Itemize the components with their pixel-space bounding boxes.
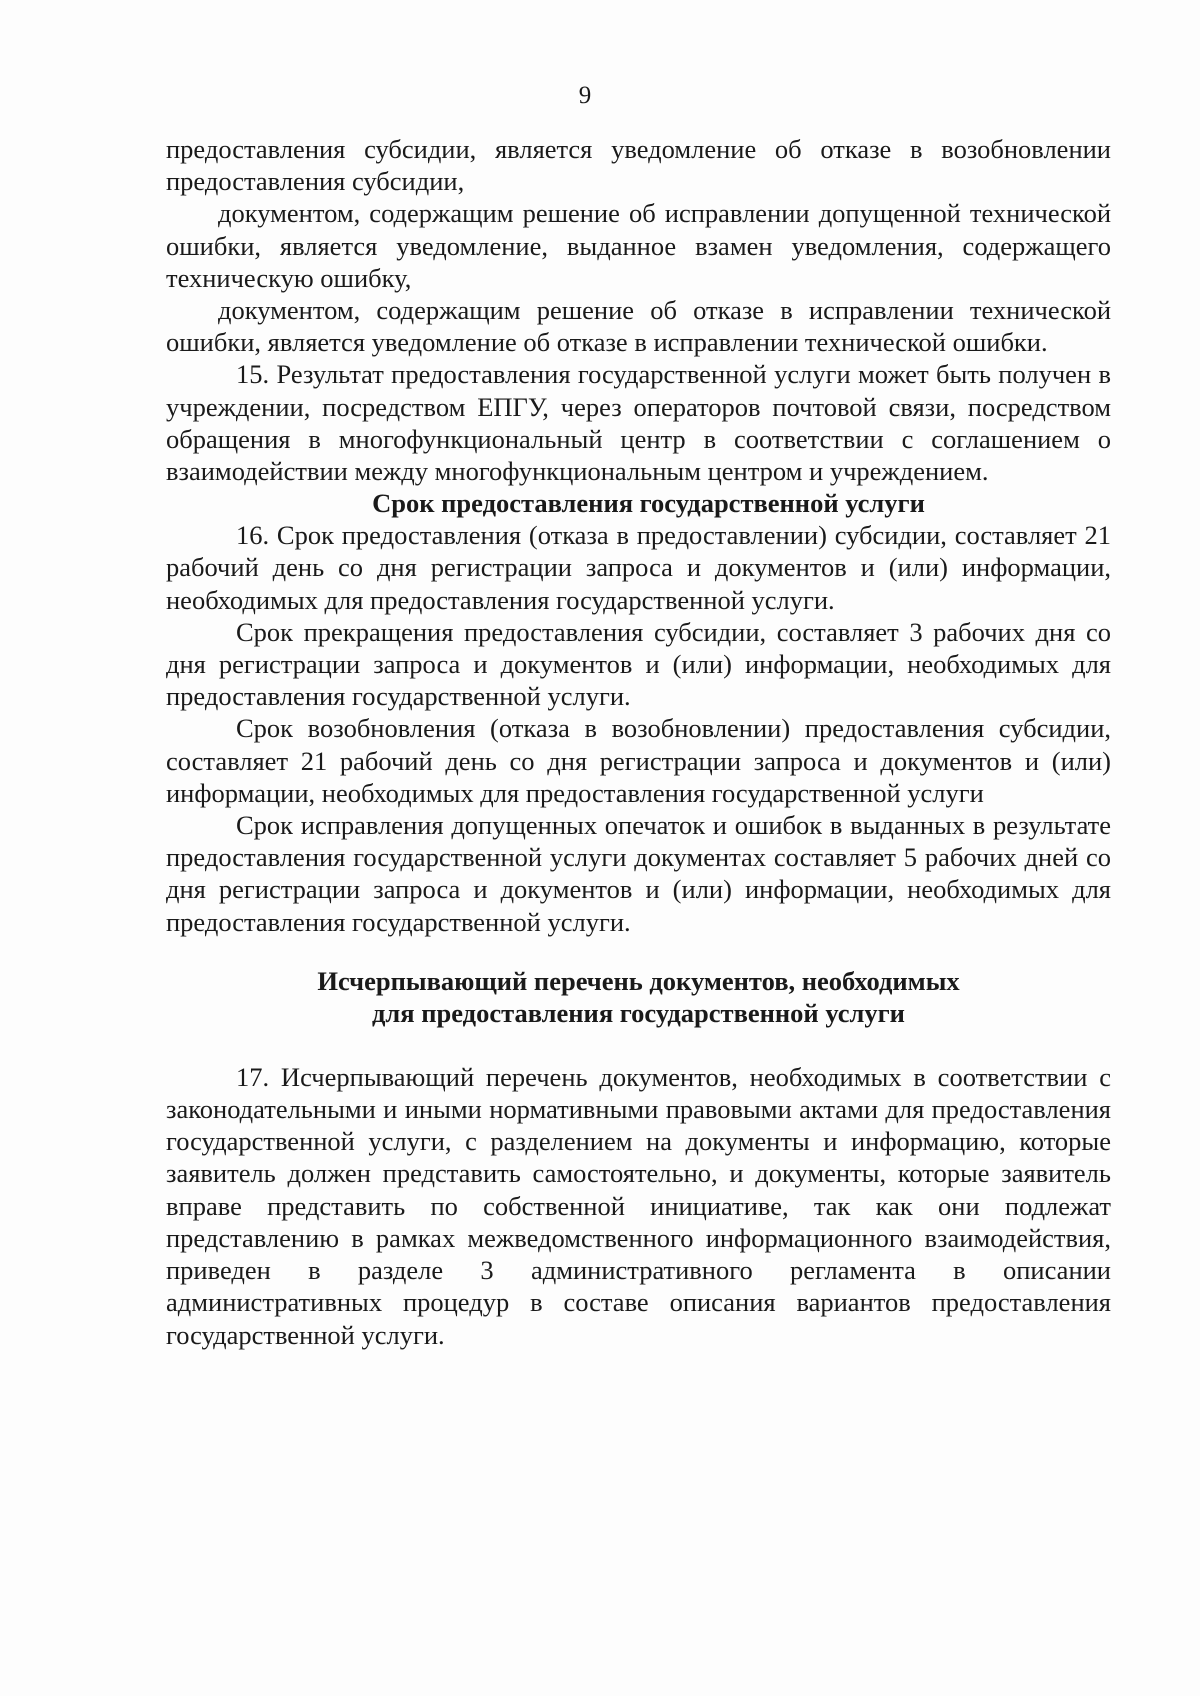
paragraph-17: 17. Исчерпывающий перечень документов, необходимых в соответствии с законодательными и иными нормативными правовыми актами для предоставления государственной услуги, с разделением на документы и информацию, которые заявитель должен представить самостоятельно, и документы, которые заявитель вправе представить по собственной инициативе, так как они подлежат представлению в рамках межведомственного информационного взаимодействия, приведен в разделе 3 административного регламента в описании административных процедур в составе описания вариантов предоставления государственной услуги. bbox=[166, 1061, 1111, 1350]
heading-line: Исчерпывающий перечень документов, необходимых bbox=[317, 965, 960, 996]
document-body bbox=[166, 133, 1111, 1351]
paragraph: документом, содержащим решение об исправлении допущенной технической ошибки, является уведомление, выданное взамен уведомления, содержащего техническую ошибку, bbox=[166, 198, 1111, 293]
paragraph: документом, содержащим решение об отказе в исправлении технической ошибки, является уведомление об отказе в исправлении технической ошибки. bbox=[166, 295, 1111, 358]
section-heading-documents bbox=[166, 965, 1111, 1029]
paragraph-15: 15. Результат предоставления государственной услуги может быть получен в учреждении, посредством ЕПГУ, через операторов почтовой связи, посредством обращения в многофункциональный центр в соответствии с соглашением о взаимодействии между многофункциональным центром и учреждением. bbox=[166, 359, 1111, 487]
paragraph: Срок возобновления (отказа в возобновлении) предоставления субсидии, составляет 21 рабочий день со дня регистрации запроса и документов и (или) информации, необходимых для предоставления государственной услуги bbox=[166, 713, 1111, 808]
page-number: 9 bbox=[578, 82, 592, 109]
heading-line: для предоставления государственной услуги bbox=[372, 997, 905, 1028]
paragraph: Срок прекращения предоставления субсидии, составляет 3 рабочих дня со дня регистрации запроса и документов и (или) информации, необходимых для предоставления государственной услуги. bbox=[166, 616, 1111, 712]
paragraph: Срок исправления допущенных опечаток и ошибок в выданных в результате предоставления государственной услуги документах составляет 5 рабочих дней со дня регистрации запроса и документов и (или) информации, необходимых для предоставления государственной услуги. bbox=[166, 810, 1111, 937]
paragraph: предоставления субсидии, является уведомление об отказе в возобновлении предоставления субсидии, bbox=[166, 134, 1111, 197]
paragraph-16: 16. Срок предоставления (отказа в предоставлении) субсидии, составляет 21 рабочий день со дня регистрации запроса и документов и (или) информации, необходимых для предоставления государственной услуги. bbox=[166, 520, 1111, 615]
section-heading-term: Срок предоставления государственной услуги bbox=[372, 488, 925, 519]
